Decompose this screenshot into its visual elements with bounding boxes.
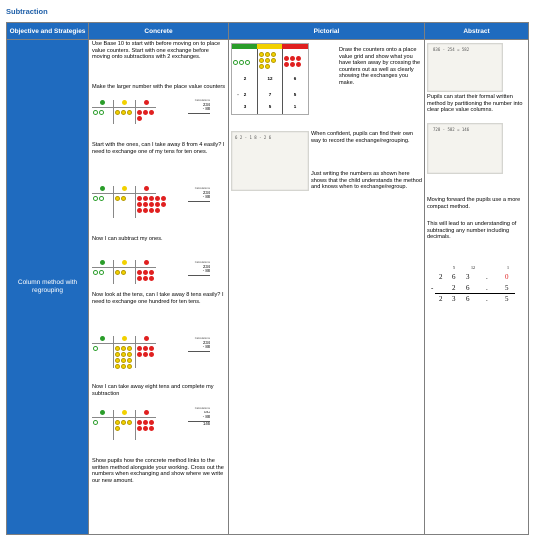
concrete-text-1: Use Base 10 to start with before moving on to place value counters. Start with one exchange before moving onto subtractions with 2 exchanges. — [92, 41, 221, 61]
abstract-text-3: This will lead to an understanding of subtracting any number including decimals. — [427, 221, 517, 241]
header-abstract: Abstract — [425, 23, 529, 40]
abstract-text-2: Moving forward the pupils use a more compact method. — [427, 197, 521, 210]
abstract-cell — [425, 40, 529, 535]
calculation-4: Calculations 234 - 88 — [188, 336, 210, 352]
concrete-text-7: Show pupils how the concrete method links to the written method alongside your working. Cross out the numbers when exchanging and show where we write our new amount. — [92, 458, 224, 484]
calculation-3: Calculations 234 - 88 — [188, 260, 210, 276]
subtraction-table — [6, 22, 529, 535]
grid-digit-tens: 12 — [267, 76, 273, 81]
objective-text: Column method with regrouping — [17, 279, 78, 294]
concrete-text-5: Now look at the tens, can I take away 8 tens easily? I need to exchange one hundred for ten tens. — [92, 292, 224, 305]
grid-digit-hundreds: 2 — [243, 76, 247, 81]
abstract-text-1: Pupils can start their formal written method by partitioning the number into clear place value columns. — [427, 94, 523, 114]
grid-digit-ones: 6 — [293, 76, 297, 81]
place-value-board-1 — [92, 100, 182, 124]
header-objective: Objective and Strategies — [7, 23, 89, 40]
pictorial-text-2: When confident, pupils can find their own way to record the exchange/regrouping. — [311, 131, 413, 144]
objective-cell — [7, 40, 89, 535]
concrete-text-6: Now I can take away eight tens and complete my subtraction — [92, 384, 214, 397]
place-value-board-3 — [92, 260, 182, 284]
place-value-board-2 — [92, 186, 182, 218]
abstract-photo-2: 728 - 582 = 146 — [427, 123, 503, 174]
calculation-5: Calculations ¹²³⁴ - 88 146 — [188, 406, 210, 426]
calculation-2: Calculations 234 - 88 — [188, 186, 210, 202]
abstract-photo-1: 836 - 254 = 582 — [427, 43, 503, 92]
header-concrete: Concrete — [89, 23, 229, 40]
pictorial-text-1: Draw the counters onto a place value grid and show what you have taken away by crossing the counters out as well as clearly showing the exchanges you make. — [339, 47, 421, 86]
concrete-text-4: Now I can subtract my ones. — [92, 236, 163, 242]
pictorial-text-3: Just writing the numbers as shown here shows that the child understands the method and knows when to exchange/regroup. — [311, 171, 423, 191]
concrete-text-2: Make the larger number with the place value counters — [92, 84, 226, 90]
page-title: Subtraction — [6, 7, 48, 16]
header-pictorial: Pictorial — [229, 23, 425, 40]
place-value-board-4 — [92, 336, 182, 368]
calculation-1: Calculations 234 - 88 — [188, 98, 210, 114]
pictorial-photo: 6 2 - 1 8 - 2 6 — [231, 131, 309, 191]
place-value-board-5 — [92, 410, 182, 440]
concrete-text-3: Start with the ones, can I take away 8 from 4 easily? I need to exchange one of my tens for ten ones. — [92, 142, 225, 155]
pictorial-grid-image: 2 12 6 - 2 7 5 3 5 1 — [231, 43, 309, 115]
concrete-cell — [89, 40, 229, 535]
pictorial-cell — [229, 40, 425, 535]
decimal-written-method: 5 12 1 2 6 3 . 0 - 2 6 . 5 2 3 6 . 5 — [431, 264, 521, 314]
